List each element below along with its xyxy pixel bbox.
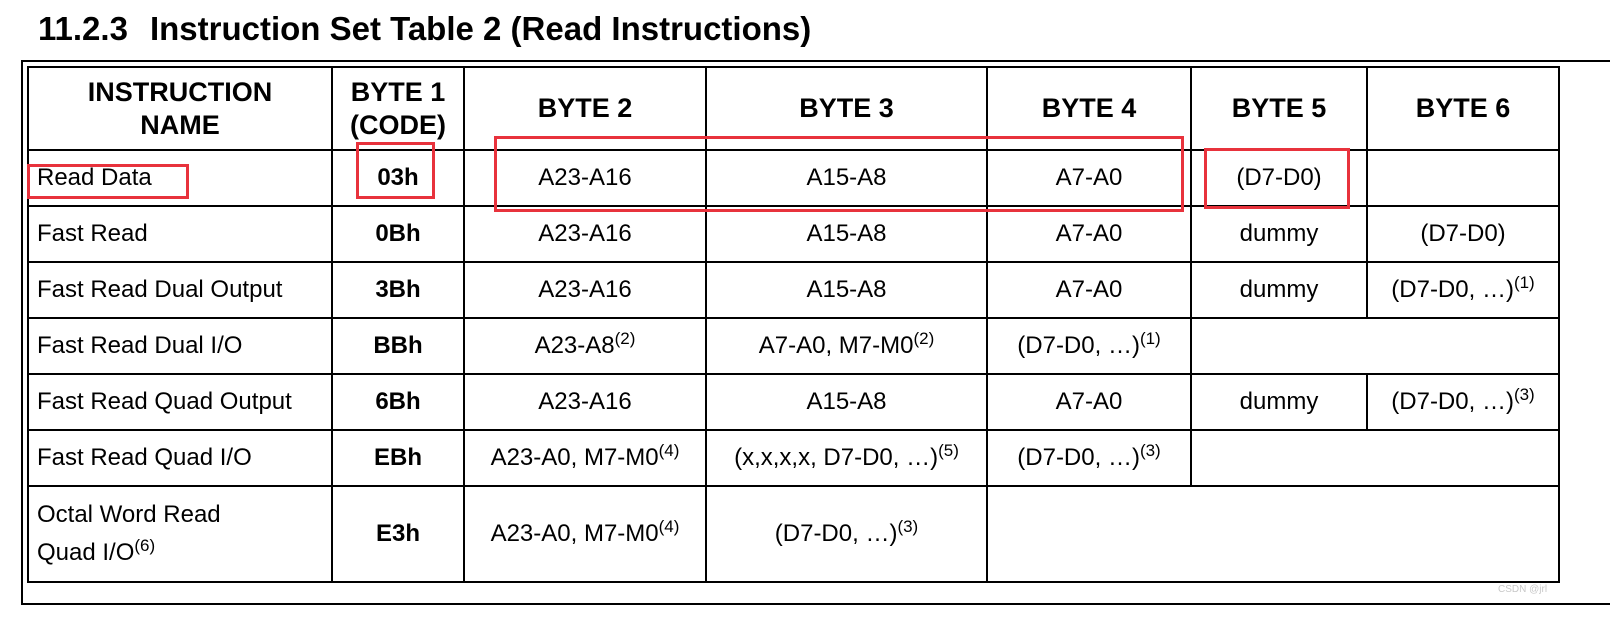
- instruction-name: Read Data: [28, 150, 332, 206]
- highlight-box-03h: [356, 142, 435, 199]
- footnote-ref: (1): [1139, 329, 1161, 348]
- byte6-cell: (D7-D0, …)$^{(1)}$: [1367, 262, 1559, 318]
- byte6-cell: [1367, 150, 1559, 206]
- table-row: [28, 486, 1559, 582]
- instruction-name: Fast Read Quad I/O: [28, 430, 332, 486]
- byte2-cell: A23-A8$^{(2)}$: [464, 318, 706, 374]
- header-instruction-name: INSTRUCTION NAME: [28, 67, 332, 150]
- instruction-code: 6Bh: [332, 374, 464, 430]
- byte2-cell: A23-A0, M7-M0$^{(4)}$: [464, 430, 706, 486]
- table-row: [28, 374, 1559, 430]
- instruction-name: Fast Read Dual I/O: [28, 318, 332, 374]
- empty-cell: [987, 486, 1559, 582]
- byte6-cell: (D7-D0, …)$^{(3)}$: [1367, 374, 1559, 430]
- table-row: [28, 262, 1559, 318]
- byte4-cell: (D7-D0, …)$^{(3)}$: [987, 430, 1191, 486]
- instruction-name: Octal Word Read Quad $I/O^{(6)}$: [28, 486, 332, 582]
- empty-cell: [1191, 430, 1559, 486]
- section-number: 11.2.3: [38, 10, 128, 47]
- footnote-ref: (1): [1513, 273, 1535, 292]
- header-byte1: BYTE 1 (CODE): [332, 67, 464, 150]
- byte3-cell: A15-A8: [706, 206, 987, 262]
- table-row: [28, 430, 1559, 486]
- byte4-cell: A7-A0: [987, 374, 1191, 430]
- footnote-ref: (5): [938, 441, 959, 460]
- instruction-code: E3h: [332, 486, 464, 582]
- highlight-box-data-byte: [1204, 148, 1350, 209]
- instruction-code: 03h: [332, 150, 464, 206]
- byte2-cell: A23-A16: [464, 206, 706, 262]
- footnote-ref: (2): [913, 329, 935, 348]
- byte3-cell: A7-A0, M7-M0$^{(2)}$: [706, 318, 987, 374]
- byte2-cell: A23-A16: [464, 374, 706, 430]
- byte5-cell: dummy: [1191, 206, 1367, 262]
- byte2-cell: A23-A0, M7-M0$^{(4)}$: [464, 486, 706, 582]
- byte3-cell: A15-A8: [706, 150, 987, 206]
- instruction-name: Fast Read: [28, 206, 332, 262]
- instruction-code: 3Bh: [332, 262, 464, 318]
- footnote-ref: (6): [134, 536, 156, 555]
- byte4-cell: A7-A0: [987, 150, 1191, 206]
- header-byte4: BYTE 4: [987, 67, 1191, 150]
- instruction-code: BBh: [332, 318, 464, 374]
- byte5-cell: dummy: [1191, 262, 1367, 318]
- byte4-cell: A7-A0: [987, 206, 1191, 262]
- instruction-code: EBh: [332, 430, 464, 486]
- section-heading: [38, 10, 811, 48]
- byte4-cell: A7-A0: [987, 262, 1191, 318]
- header-byte3: BYTE 3: [706, 67, 987, 150]
- highlight-box-read-data: [27, 164, 189, 199]
- footnote-ref: (3): [1513, 385, 1535, 404]
- footnote-ref: (2): [614, 329, 636, 348]
- table-row: [28, 206, 1559, 262]
- footnote-ref: (3): [1139, 441, 1161, 460]
- header-byte6: BYTE 6: [1367, 67, 1559, 150]
- byte2-cell: A23-A16: [464, 262, 706, 318]
- highlight-box-address-bytes: [494, 136, 1184, 212]
- instruction-name: Fast Read Quad Output: [28, 374, 332, 430]
- footnote-ref: (4): [658, 517, 680, 536]
- byte5-cell: dummy: [1191, 374, 1367, 430]
- empty-cell: [1191, 318, 1559, 374]
- footnote-ref: (3): [897, 517, 919, 536]
- header-byte5: BYTE 5: [1191, 67, 1367, 150]
- footnote-ref: (4): [658, 441, 680, 460]
- section-title: Instruction Set Table 2 (Read Instructions): [149, 10, 812, 47]
- byte3-cell: (D7-D0, …)$^{(3)}$: [706, 486, 987, 582]
- byte2-cell: A23-A16: [464, 150, 706, 206]
- byte5-cell: (D7-D0): [1191, 150, 1367, 206]
- byte3-cell: A15-A8: [706, 262, 987, 318]
- header-byte2: BYTE 2: [464, 67, 706, 150]
- byte6-cell: (D7-D0): [1367, 206, 1559, 262]
- byte3-cell: (x,x,x,x, D7-D0, …)$^{(5)}$: [706, 430, 987, 486]
- byte3-cell: A15-A8: [706, 374, 987, 430]
- byte4-cell: (D7-D0, …)$^{(1)}$: [987, 318, 1191, 374]
- table-row: [28, 318, 1559, 374]
- instruction-name: Fast Read Dual Output: [28, 262, 332, 318]
- instruction-code: 0Bh: [332, 206, 464, 262]
- watermark: CSDN @jrl: [1498, 584, 1548, 595]
